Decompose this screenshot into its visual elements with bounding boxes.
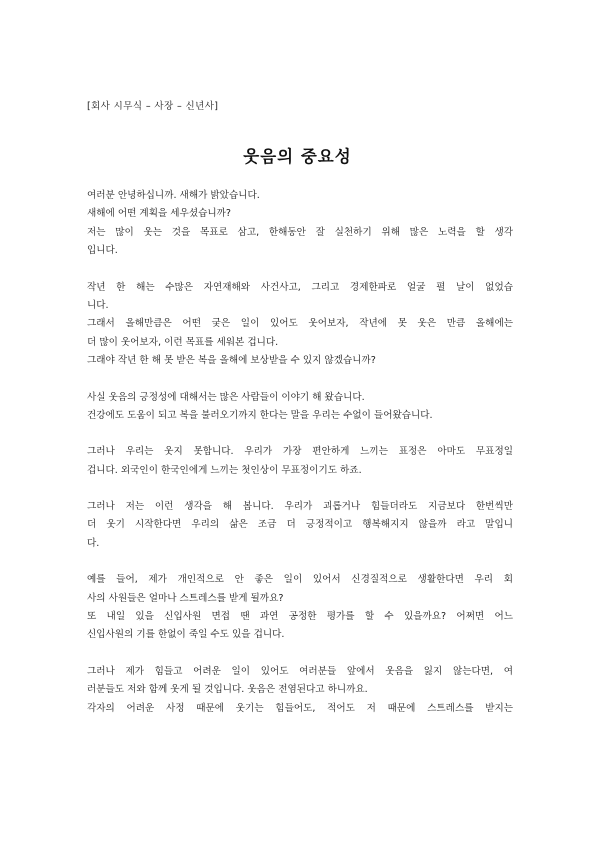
paragraph xyxy=(87,279,513,371)
paragraph xyxy=(87,389,513,426)
text-line: 사실 웃음의 긍정성에 대해서는 많은 사람들이 이야기 해 왔습니다. xyxy=(87,391,365,403)
text-line: 그러나 제가 힘들고 어려운 일이 있어도 여러분들 앞에서 웃음을 잃지 않는다면, 여 xyxy=(87,665,513,677)
paragraph xyxy=(87,187,513,261)
page-title: 웃음의 중요성 xyxy=(243,147,352,166)
text-line: 건강에도 도움이 되고 복을 불러오기까지 한다는 말을 우리는 수없이 들어왔습니다. xyxy=(87,409,433,421)
text-line: 러분들도 저와 함께 웃게 될 것입니다. 웃음은 전염된다고 하니까요. xyxy=(87,684,368,696)
text-line: 새해에 어떤 계획을 세우셨습니까? xyxy=(87,208,231,220)
text-line: 작년 한 해는 수많은 자연재해와 사건사고, 그리고 경제한파로 얼굴 펼 날이 없었습 xyxy=(87,281,513,293)
text-line: 사의 사원들은 얼마나 스트레스를 받게 될까요? xyxy=(87,592,284,604)
text-line: 여러분 안녕하십니까. 새해가 밝았습니다. xyxy=(87,190,260,201)
text-line: 다. xyxy=(87,537,100,549)
paragraph xyxy=(87,498,513,553)
text-line: 그러나 우리는 웃지 못합니다. 우리가 가장 편안하게 느끼는 표정은 아마도 무표정일 xyxy=(87,446,513,458)
text-line: 더 웃기 시작한다면 우리의 삶은 조금 더 긍정적이고 행복해지지 않을까 라고 말입니 xyxy=(87,519,513,531)
document-body xyxy=(87,187,513,736)
header-tag: [회사 시무식 – 사장 – 신년사] xyxy=(87,101,219,112)
paragraph xyxy=(87,443,513,480)
text-line: 예를 들어, 제가 개인적으로 안 좋은 일이 있어서 신경질적으로 생활한다면 우리 회 xyxy=(87,574,513,586)
text-line: 겁니다. 외국인이 한국인에게 느끼는 첫인상이 무표정이기도 하죠. xyxy=(87,464,362,476)
text-line: 그러나 저는 이런 생각을 해 봅니다. 우리가 괴롭거나 힘들더라도 지금보다 한번씩만 xyxy=(87,501,513,513)
text-line: 또 내일 있을 신입사원 면접 땐 과연 공정한 평가를 할 수 있을까요? 어쩌면 어느 xyxy=(87,611,513,623)
paragraph xyxy=(87,663,513,718)
text-line: 신입사원의 기를 한없이 죽일 수도 있을 겁니다. xyxy=(87,629,285,641)
text-line: 입니다. xyxy=(87,245,118,257)
text-line: 더 많이 웃어보자, 이런 목표를 세워본 겁니다. xyxy=(87,336,279,348)
paragraph xyxy=(87,571,513,645)
text-line: 니다. xyxy=(87,299,109,311)
text-line: 그래서 올해만큼은 어떤 궂은 일이 있어도 웃어보자, 작년에 못 웃은 만큼 올해에는 xyxy=(87,318,513,330)
text-line: 각자의 어려운 사정 때문에 웃기는 힘들어도, 적어도 저 때문에 스트레스를 받지는 xyxy=(87,702,513,714)
text-line: 저는 많이 웃는 것을 목표로 삼고, 한해동안 잘 실천하기 위해 많은 노력을 할 생각 xyxy=(87,226,513,238)
text-line: 그래야 작년 한 해 못 받은 복을 올해에 보상받을 수 있지 않겠습니까? xyxy=(87,355,376,367)
